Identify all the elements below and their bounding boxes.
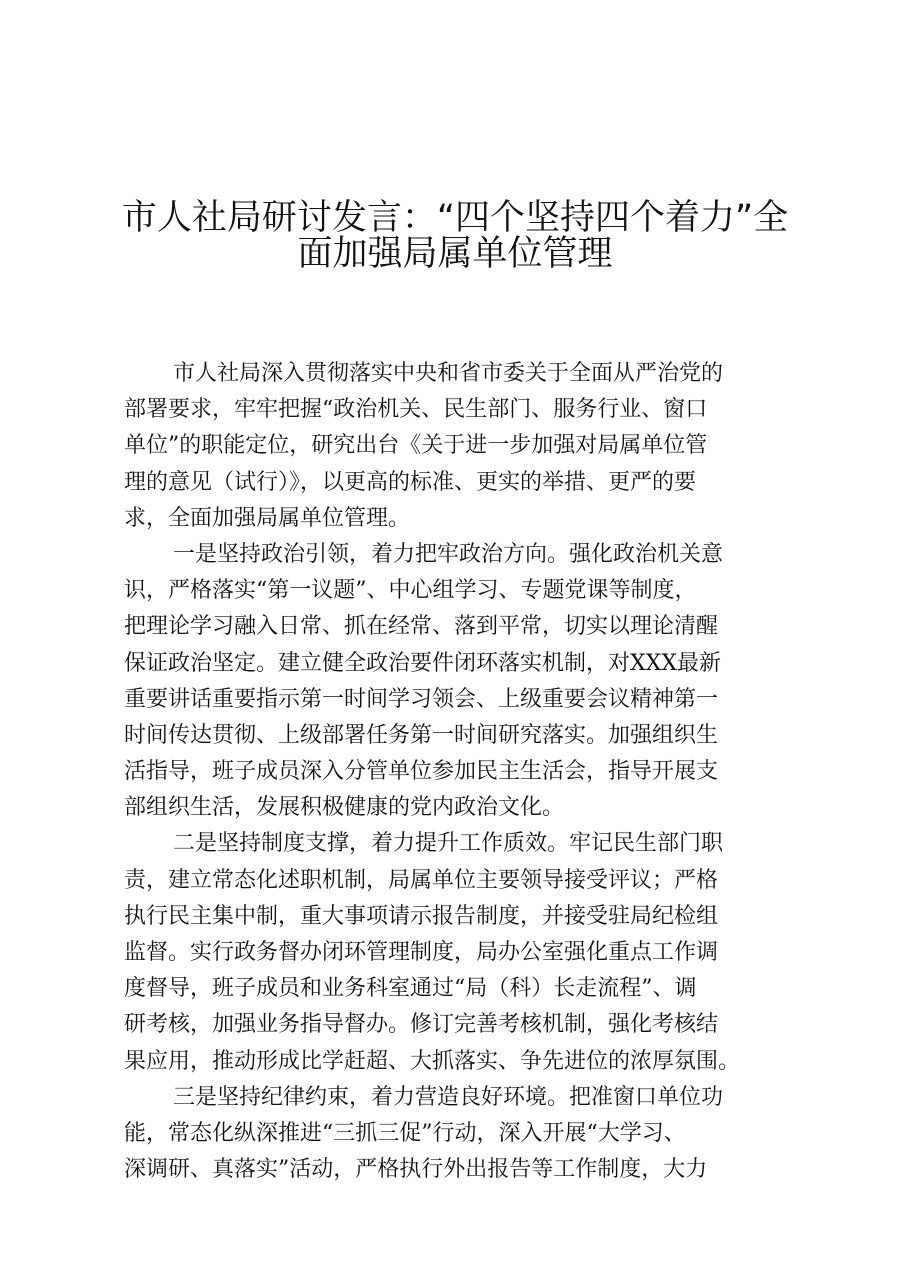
paragraph-line: 求，全面加强局属单位管理。: [124, 505, 411, 531]
paragraph-line: 部署要求，牢牢把握“政治机关、民生部门、服务行业、窗口: [124, 397, 708, 423]
paragraph-line: 活指导，班子成员深入分管单位参加民主生活会，指导开展支: [124, 759, 719, 785]
paragraph-line: 单位”的职能定位，研究出台《关于进一步加强对局属单位管: [124, 433, 708, 459]
paragraph-line: 市人社局深入贯彻落实中央和省市委关于全面从严治党的: [173, 361, 724, 386]
paragraph-line: 果应用，推动形成比学赶超、大抓落实、争先进位的浓厚氛围。: [124, 1048, 741, 1074]
paragraph-line: 时间传达贯彻、上级部署任务第一时间研究落实。加强组织生: [124, 722, 719, 748]
paragraph-political-leadership: [124, 537, 796, 827]
paragraph-line: 能，常态化纵深推进“三抓三促”行动，深入开展“大学习、: [124, 1120, 686, 1146]
paragraph-line: 二是坚持制度支撑，着力提升工作质效。牢记民生部门职: [173, 831, 724, 857]
paragraph-line: 监督。实行政务督办闭环管理制度，局办公室强化重点工作调: [124, 940, 719, 965]
paragraph-line: 识，严格落实“第一议题”、中心组学习、专题党课等制度，: [124, 578, 697, 604]
paragraph-line: 度督导，班子成员和业务科室通过“局（科）长走流程”、调: [124, 976, 697, 1002]
paragraph-line: 研考核，加强业务指导督办。修订完善考核机制，强化考核结: [124, 1012, 719, 1038]
paragraph-line: 执行民主集中制，重大事项请示报告制度，并接受驻局纪检组: [124, 903, 719, 929]
paragraph-line: 重要讲话重要指示第一时间学习领会、上级重要会议精神第一: [124, 686, 719, 712]
paragraph-line: 把理论学习融入日常、抓在经常、落到平常，切实以理论清醒: [124, 614, 719, 640]
paragraph-line: 三是坚持纪律约束，着力营造良好环境。把准窗口单位功: [173, 1084, 724, 1110]
paragraph-institutional-support: [124, 826, 796, 1079]
paragraph-line: 保证政治坚定。建立健全政治要件闭环落实机制，对XXX最新: [124, 650, 721, 676]
title-line: 市人社局研讨发言：“四个坚持四个着力”全: [121, 198, 789, 238]
paragraph-discipline: [124, 1080, 796, 1189]
title-line: 面加强局属单位管理: [297, 234, 613, 275]
paragraph-line: 理的意见（试行）》，以更高的标准、更实的举措、更严的要: [124, 469, 697, 495]
paragraph-line: 深调研、真落实”活动，严格执行外出报告等工作制度，大力: [124, 1157, 708, 1183]
paragraph-intro: [124, 356, 796, 537]
document-title: [100, 190, 810, 275]
paragraph-line: 一是坚持政治引领，着力把牢政治方向。强化政治机关意: [173, 541, 724, 567]
document-body: [124, 356, 796, 1188]
paragraph-line: 部组织生活，发展积极健康的党内政治文化。: [124, 795, 565, 821]
paragraph-line: 责，建立常态化述职机制，局属单位主要领导接受评议；严格: [124, 867, 719, 893]
